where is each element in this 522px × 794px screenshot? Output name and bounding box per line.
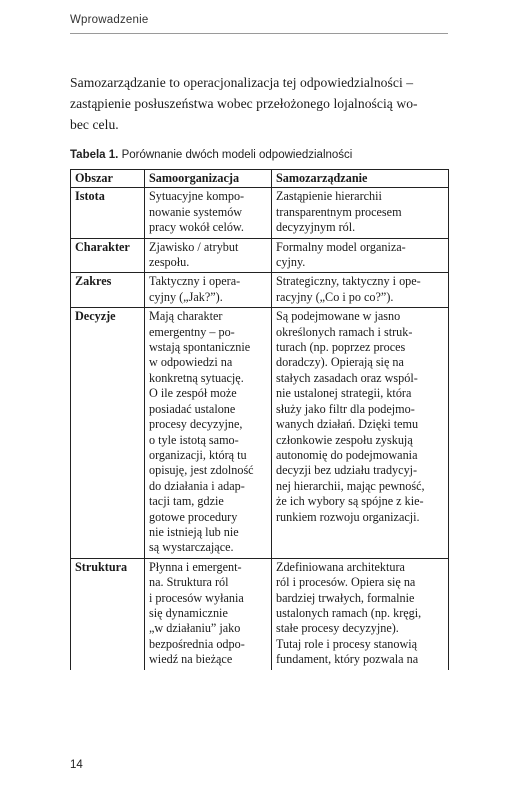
cell-line: stałych zasadach oraz wspól- [276, 370, 418, 385]
self-management-cell [272, 188, 449, 238]
cell-line: transparentnym procesem [276, 204, 402, 219]
table-caption [70, 149, 352, 161]
page-number: 14 [70, 759, 83, 771]
cell-line: zespołu. [149, 255, 190, 270]
cell-line: bezpośrednia odpo- [149, 636, 245, 651]
cell-line: turach (np. poprzez proces [276, 340, 406, 355]
cell-line: Tutaj role i procesy stanowią [276, 636, 418, 651]
cell-line: Są podejmowane w jasno [276, 309, 401, 324]
cell-line: o tyle istotą samo- [149, 432, 239, 447]
cell-line: bardziej trwałych, formalnie [276, 590, 415, 605]
cell-line: Zjawisko / atrybut [149, 239, 239, 254]
table-row [71, 308, 449, 559]
cell-line: Formalny model organiza- [276, 239, 406, 254]
table-header-row [71, 170, 449, 188]
cell-line: Sytuacyjne kompo- [149, 189, 245, 204]
cell-line: członkowie zespołu zyskują [276, 432, 413, 447]
cell-line: autonomię do podejmowania [276, 447, 418, 462]
row-area-cell: Decyzje [71, 308, 145, 559]
intro-line: bec celu. [70, 117, 119, 132]
self-organization-cell [145, 238, 272, 273]
cell-line: procesy decyzyjne, [149, 417, 243, 432]
cell-line: w odpowiedzi na [149, 355, 233, 370]
intro-line: Samozarządzanie to operacjonalizacja tej odpowiedzialności – [70, 75, 414, 90]
cell-line: gotowe procedury [149, 509, 238, 524]
cell-line: stałe procesy decyzyjne). [276, 621, 399, 636]
cell-line: służy jako filtr dla podejmo- [276, 401, 415, 416]
cell-line: decyzyjnym ról. [276, 220, 356, 235]
self-organization-cell [145, 308, 272, 559]
table-caption-label: Tabela 1. [70, 149, 119, 161]
table-row [71, 188, 449, 238]
self-management-cell [272, 238, 449, 273]
cell-line: posiadać ustalone [149, 401, 236, 416]
cell-line: racyjny („Co i po co?”). [276, 289, 394, 304]
table-row [71, 238, 449, 273]
cell-line: do działania i adap- [149, 478, 245, 493]
cell-line: Zdefiniowana architektura [276, 559, 405, 574]
cell-line: Mają charakter [149, 309, 223, 324]
intro-line: zastąpienie posłuszeństwa wobec przełożonego lojalnością wo- [70, 96, 418, 111]
cell-line: konkretną sytuację. [149, 370, 244, 385]
cell-line: fundament, który pozwala na [276, 652, 419, 667]
cell-line: organizacji, którą tu [149, 447, 247, 462]
cell-line: opisuję, jest zdolność [149, 463, 254, 478]
cell-line: cyjny („Jak?”). [149, 289, 223, 304]
row-area-cell: Zakres [71, 273, 145, 308]
self-management-cell [272, 558, 449, 669]
cell-line: „w działaniu” jako [149, 621, 241, 636]
cell-line: nej hierarchii, mając pewność, [276, 478, 425, 493]
cell-line: się dynamicznie [149, 605, 228, 620]
cell-line: runkiem rozwoju organizacji. [276, 509, 420, 524]
header-cell-area: Obszar [71, 170, 145, 188]
header-divider [70, 33, 448, 34]
cell-line: że ich wybory są spójne z kie- [276, 494, 424, 509]
cell-line: wanych działań. Dzięki temu [276, 417, 419, 432]
cell-line: emergentny – po- [149, 324, 235, 339]
row-area-cell: Charakter [71, 238, 145, 273]
self-organization-cell [145, 273, 272, 308]
header-cell-self-organization: Samoorganizacja [145, 170, 272, 188]
self-management-cell [272, 308, 449, 559]
self-organization-cell [145, 558, 272, 669]
cell-line: Płynna i emergent- [149, 559, 242, 574]
self-organization-cell [145, 188, 272, 238]
cell-line: są wystarczające. [149, 540, 234, 555]
cell-line: decyzji bez udziału tradycyj- [276, 463, 418, 478]
cell-line: na. Struktura ról [149, 575, 229, 590]
cell-line: pracy wokół celów. [149, 220, 244, 235]
cell-line: nie istnieją lub nie [149, 524, 239, 539]
cell-line: i procesów wyłania [149, 590, 244, 605]
self-management-cell [272, 273, 449, 308]
cell-line: tacji tam, gdzie [149, 494, 224, 509]
cell-line: cyjny. [276, 255, 306, 270]
row-area-cell: Istota [71, 188, 145, 238]
cell-line: Strategiczny, taktyczny i ope- [276, 274, 421, 289]
cell-line: określonych ramach i struk- [276, 324, 413, 339]
cell-line: O ile zespół może [149, 386, 237, 401]
cell-line: Taktyczny i opera- [149, 274, 241, 289]
row-area-cell: Struktura [71, 558, 145, 669]
header-cell-self-management: Samozarządzanie [272, 170, 449, 188]
cell-line: wiedź na bieżące [149, 652, 233, 667]
table-row [71, 273, 449, 308]
cell-line: wstają spontanicznie [149, 340, 251, 355]
cell-line: nie ustalonej strategii, która [276, 386, 412, 401]
table-row [71, 558, 449, 669]
table-caption-text: Porównanie dwóch modeli odpowiedzialności [118, 149, 353, 161]
intro-paragraph [70, 72, 454, 135]
comparison-table [70, 169, 449, 670]
cell-line: ról i procesów. Opiera się na [276, 575, 416, 590]
cell-line: Zastąpienie hierarchii [276, 189, 382, 204]
cell-line: nowanie systemów [149, 204, 243, 219]
running-head: Wprowadzenie [70, 14, 149, 26]
cell-line: ustalonych ramach (np. kręgi, [276, 605, 422, 620]
cell-line: doradczy). Opierają się na [276, 355, 404, 370]
